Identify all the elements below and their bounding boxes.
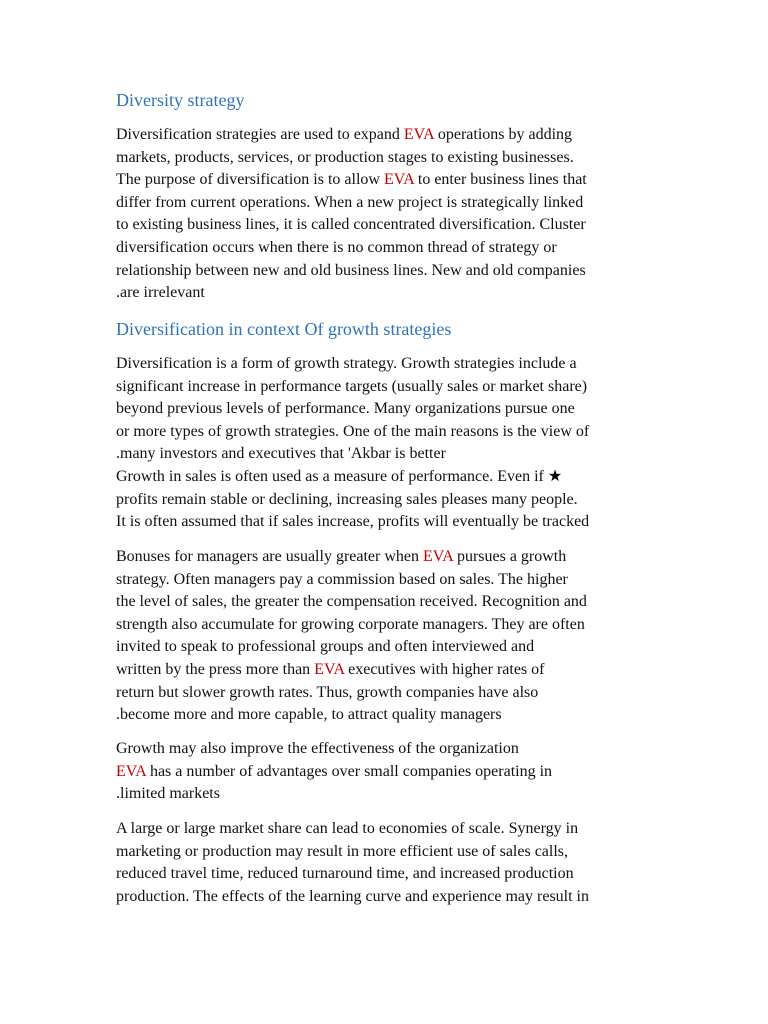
text-run: Diversification is a form of growth strategy. Growth strategies include a: [116, 355, 577, 372]
text-line: [116, 192, 676, 215]
company-name: EVA: [116, 762, 146, 780]
text-line: [116, 704, 676, 727]
text-line: [116, 489, 676, 512]
text-line: [116, 466, 676, 489]
star-icon: ★: [547, 467, 563, 485]
text-run: differ from current operations. When a new project is strategically linked: [116, 193, 584, 211]
company-name: EVA: [383, 171, 414, 189]
paragraph-3: [116, 546, 676, 727]
text-run: production. The effects of the learning curve and experience may result in: [116, 887, 589, 905]
text-run: Growth in sales is often used as a measure of performance. Even if: [116, 467, 548, 485]
text-run: executives with higher rates of: [344, 660, 545, 678]
text-run: profits remain stable or declining, increasing sales pleases many people.: [116, 490, 578, 508]
text-run: written by the press more than: [116, 660, 315, 678]
text-line: [116, 353, 676, 376]
text-line: [116, 591, 676, 614]
text-line: [116, 260, 676, 283]
heading-diversity-strategy: Diversity strategy: [116, 90, 245, 110]
text-line: [116, 282, 676, 305]
text-line: [116, 841, 676, 864]
text-line: [116, 398, 676, 421]
text-run: .become more and more capable, to attract quality managers: [116, 706, 502, 724]
text-run: pursues a growth: [452, 548, 567, 565]
paragraph-5: [116, 818, 676, 908]
text-line: [116, 214, 676, 237]
text-run: return but slower growth rates. Thus, growth companies have also: [116, 683, 539, 701]
paragraph-2: [116, 353, 676, 534]
text-run: the level of sales, the greater the compensation received. Recognition and: [116, 593, 587, 611]
text-run: invited to speak to professional groups and often interviewed and: [116, 638, 535, 656]
text-line: [116, 124, 676, 147]
text-line: [116, 636, 676, 659]
company-name: EVA: [314, 660, 345, 678]
text-line: [116, 147, 676, 170]
text-line: [116, 443, 676, 466]
text-line: [116, 863, 676, 886]
text-run: diversification occurs when there is no common thread of strategy or: [116, 238, 557, 256]
text-run: marketing or production may result in more efficient use of sales calls,: [116, 842, 569, 860]
text-line: [116, 237, 676, 260]
text-run: The purpose of diversification is to allow: [116, 171, 384, 189]
company-name: EVA: [423, 548, 453, 565]
text-run: operations by adding: [433, 126, 573, 143]
text-line: [116, 376, 676, 399]
text-run: Diversification strategies are used to expand: [116, 126, 404, 143]
text-run: significant increase in performance targets (usually sales or market share): [116, 377, 588, 395]
text-line: [116, 511, 676, 534]
heading-growth-strategies: Diversification in context Of growth strategies: [116, 319, 452, 339]
text-line: [116, 169, 676, 192]
text-run: It is often assumed that if sales increase, profits will eventually be tracked: [116, 513, 590, 531]
text-run: Growth may also improve the effectiveness of the organization: [116, 740, 519, 757]
paragraph-1: [116, 124, 676, 305]
text-run: to enter business lines that: [413, 171, 587, 189]
text-run: strength also accumulate for growing corporate managers. They are often: [116, 615, 585, 633]
text-line: [116, 818, 676, 841]
text-line: [116, 569, 676, 592]
text-run: Bonuses for managers are usually greater when: [116, 548, 423, 565]
text-line: [116, 546, 676, 569]
text-run: to existing business lines, it is called concentrated diversification. Cluster: [116, 216, 586, 234]
text-line: [116, 421, 676, 444]
company-name: EVA: [403, 126, 434, 143]
text-line: [116, 783, 676, 806]
text-line: [116, 614, 676, 637]
text-run: strategy. Often managers pay a commission based on sales. The higher: [116, 570, 568, 588]
text-line: [116, 682, 676, 705]
text-run: .many investors and executives that 'Akbar is better: [116, 445, 446, 463]
text-line: [116, 738, 676, 761]
text-run: relationship between new and old business lines. New and old companies: [116, 261, 586, 279]
text-line: [116, 886, 676, 909]
text-run: .are irrelevant: [116, 284, 205, 302]
text-run: or more types of growth strategies. One of the main reasons is the view of: [116, 422, 590, 440]
paragraph-4: [116, 738, 676, 806]
text-run: beyond previous levels of performance. Many organizations pursue one: [116, 400, 575, 418]
text-run: A large or large market share can lead to economies of scale. Synergy in: [116, 820, 579, 837]
text-run: has a number of advantages over small companies operating in: [145, 762, 553, 780]
text-line: [116, 761, 676, 784]
text-line: [116, 659, 676, 682]
text-run: .limited markets: [116, 785, 220, 803]
text-run: reduced travel time, reduced turnaround time, and increased production: [116, 865, 574, 883]
text-run: markets, products, services, or production stages to existing businesses.: [116, 148, 574, 166]
